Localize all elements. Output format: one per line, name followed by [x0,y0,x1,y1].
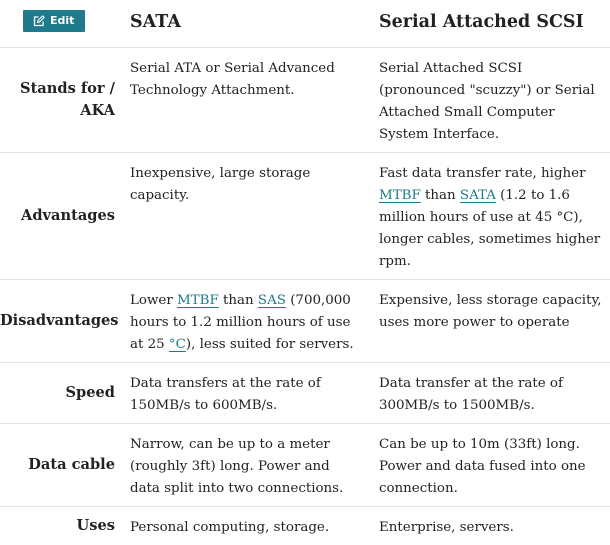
sas-cell [368,362,610,423]
inline-link[interactable]: MTBF [379,187,421,203]
row-label: Data cable [0,423,119,506]
table-row [0,279,610,362]
cell-text: Fast data transfer rate, higher [379,165,586,181]
cell-text: Serial ATA or Serial Advanced Technology Attachment. [130,60,335,98]
row-label: Advantages [0,152,119,279]
table-row [0,506,610,545]
sas-cell [368,279,610,362]
sas-cell [368,423,610,506]
cell-text: (1.2 to 1.6 million hours of use at 45 °C), longer cables, sometimes higher rpm. [379,187,601,269]
inline-link[interactable]: SATA [459,187,496,203]
sata-cell [119,47,368,152]
column-header-sas: Serial Attached SCSI [368,0,610,47]
row-label: Uses [76,516,115,534]
table-row [0,152,610,279]
sata-cell [119,506,368,545]
sas-cell [368,506,610,545]
sata-cell [119,279,368,362]
cell-text: Serial Attached SCSI (pronounced "scuzzy") or Serial Attached Small Computer System Interface. [379,60,595,142]
cell-text: Expensive, less storage capacity, uses more power to operate [379,292,602,330]
table-header [0,0,610,47]
sata-cell [119,362,368,423]
edit-button-label: Edit [50,14,75,28]
cell-text: Can be up to 10m (33ft) long. Power and data fused into one connection. [379,436,586,496]
cell-text: Data transfer at the rate of 300MB/s to 1500MB/s. [379,375,563,413]
cell-text: than [218,292,258,308]
sata-cell [119,423,368,506]
cell-text: than [420,187,460,203]
row-label: Speed [0,362,119,423]
cell-text: Narrow, can be up to a meter (roughly 3ft) long. Power and data split into two connections. [130,436,344,496]
edit-icon [33,15,45,27]
sata-cell [119,152,368,279]
cell-text: Personal computing, storage. [130,519,330,535]
sas-cell [368,47,610,152]
cell-text: Lower [130,292,177,308]
row-label: Stands for / AKA [0,47,119,152]
inline-link[interactable]: MTBF [177,292,219,308]
table-row [0,362,610,423]
cell-text: Data transfers at the rate of 150MB/s to 600MB/s. [130,375,321,413]
cell-text: (700,000 hours to 1.2 million hours of use at 25 [130,292,351,352]
sas-cell [368,152,610,279]
inline-link[interactable]: SAS [257,292,286,308]
inline-link[interactable]: °C [168,336,186,352]
column-header-sata: SATA [119,0,368,47]
cell-text: Inexpensive, large storage capacity. [130,165,311,203]
cell-text: ), less suited for servers. [185,336,354,352]
table-body [0,47,610,545]
table-row [0,47,610,152]
cell-text: Enterprise, servers. [379,519,514,535]
header-row [0,0,610,47]
table-row [0,423,610,506]
edit-button[interactable] [23,10,85,32]
header-corner [0,0,119,47]
row-label: Disadvantages [0,279,119,362]
